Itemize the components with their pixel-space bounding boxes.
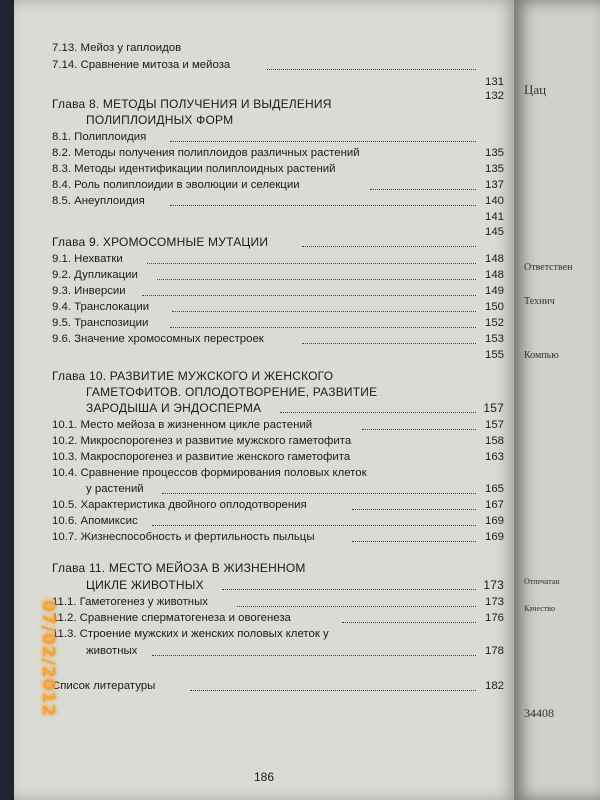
toc-entry: 10.1. Место мейоза в жизненном цикле растений 157 — [52, 419, 504, 431]
toc-entry: 10.4. Сравнение процессов формирования половых клеток — [52, 467, 367, 479]
toc-entry: 131 — [484, 76, 504, 88]
chapter-heading: Глава 11. МЕСТО МЕЙОЗА В ЖИЗНЕННОМ — [52, 561, 306, 575]
facing-text: Компью — [524, 350, 559, 361]
toc-entry: 141 — [484, 211, 504, 223]
page-number: 186 — [253, 770, 275, 784]
toc-entry: Список литературы 182 — [52, 680, 504, 692]
chapter-heading: Глава 9. ХРОМОСОМНЫЕ МУТАЦИИ — [52, 234, 504, 250]
chapter-heading: ЦИКЛЕ ЖИВОТНЫХ 173 — [86, 578, 504, 592]
toc-entry: 8.2. Методы получения полиплоидов различных растений 135 — [52, 147, 504, 159]
toc-entry: у растений 165 — [86, 483, 504, 495]
toc-entry: 8.1. Полиплоидия — [52, 129, 504, 145]
toc-entry: 155 — [484, 349, 504, 361]
toc-entry: животных 178 — [86, 645, 504, 657]
toc-entry: 11.2. Сравнение сперматогенеза и овогенеза 176 — [52, 612, 504, 624]
chapter-heading: ЗАРОДЫША И ЭНДОСПЕРМА 157 — [86, 401, 504, 415]
chapter-heading: ПОЛИПЛОИДНЫХ ФОРМ — [86, 113, 234, 127]
facing-text: Цац — [524, 82, 547, 97]
facing-text: 34408 — [524, 706, 554, 720]
toc-entry: 10.2. Микроспорогенез и развитие мужского гаметофита 158 — [52, 435, 504, 447]
toc-entry: 11.3. Строение мужских и женских половых клеток у — [52, 628, 329, 640]
chapter-heading: Глава 10. РАЗВИТИЕ МУЖСКОГО И ЖЕНСКОГО — [52, 369, 334, 383]
toc-entry: 9.1. Нехватки 148 — [52, 253, 504, 265]
toc-entry: 7.14. Сравнение митоза и мейоза — [52, 57, 504, 73]
book-page — [14, 0, 514, 800]
toc-entry: 9.2. Дупликации 148 — [52, 269, 504, 281]
facing-page — [514, 0, 600, 800]
toc-entry: 132 — [484, 90, 504, 102]
toc-entry: 11.1. Гаметогенез у животных 173 — [52, 596, 504, 608]
chapter-heading: Глава 8. МЕТОДЫ ПОЛУЧЕНИЯ И ВЫДЕЛЕНИЯ — [52, 97, 332, 111]
toc-entry: 8.3. Методы идентификации полиплоидных растений 135 — [52, 163, 504, 175]
toc-entry: 10.7. Жизнеспособность и фертильность пыльцы 169 — [52, 531, 504, 543]
toc-entry: 145 — [484, 226, 504, 238]
toc-entry: 8.5. Анеуплоидия 140 — [52, 195, 504, 207]
toc-entry: 9.3. Инверсии 149 — [52, 285, 504, 297]
facing-text: Ответствен — [524, 262, 573, 273]
toc-entry: 8.4. Роль полиплоидии в эволюции и селекции 137 — [52, 179, 504, 191]
toc-entry: 9.6. Значение хромосомных перестроек 153 — [52, 333, 504, 345]
chapter-heading: ГАМЕТОФИТОВ. ОПЛОДОТВОРЕНИЕ, РАЗВИТИЕ — [86, 385, 378, 399]
toc-entry: 7.13. Мейоз у гаплоидов — [52, 42, 182, 54]
toc-entry: 10.6. Апомиксис 169 — [52, 515, 504, 527]
facing-text: Технич — [524, 296, 555, 307]
facing-text: Отпечатан — [524, 577, 560, 586]
facing-text: Качество — [524, 604, 556, 613]
toc-entry: 9.4. Транслокации 150 — [52, 301, 504, 313]
date-stamp: 07/02/2012 — [38, 600, 58, 718]
toc-entry: 10.5. Характеристика двойного оплодотворения 167 — [52, 499, 504, 511]
toc-entry: 9.5. Транспозиции 152 — [52, 317, 504, 329]
toc-entry: 10.3. Макроспорогенез и развитие женского гаметофита 163 — [52, 451, 504, 463]
